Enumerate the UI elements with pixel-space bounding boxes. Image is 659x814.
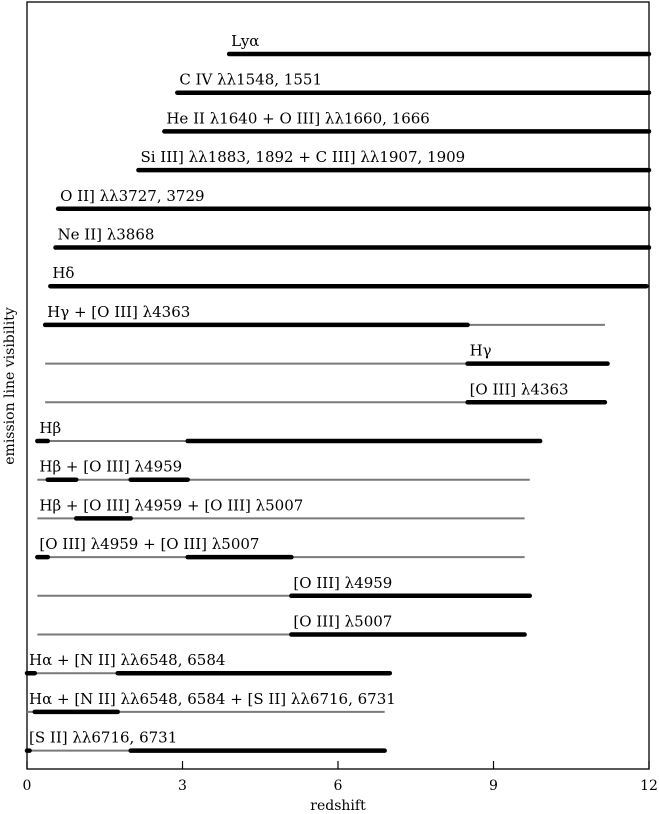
y-axis-label: emission line visibility — [2, 307, 18, 465]
emission-line-label: Hα + [N II] λλ6548, 6584 + [S II] λλ6716, 6731 — [29, 689, 396, 708]
emission-line-label: [O III] λ4959 + [O III] λ5007 — [39, 535, 260, 554]
x-tick-label: 9 — [489, 778, 498, 794]
x-tick-label: 3 — [178, 778, 187, 794]
emission-line-label: [O III] λ4959 — [293, 573, 393, 592]
line-labels — [29, 32, 569, 747]
emission-line-label: Hγ — [469, 341, 492, 360]
x-axis-ticks — [23, 761, 658, 794]
emission-line-label: C IV λλ1548, 1551 — [179, 70, 322, 89]
emission-line-label: Ne II] λ3868 — [57, 225, 155, 244]
emission-line-label: Lyα — [231, 32, 260, 50]
emission-line-label: Si III] λλ1883, 1892 + C III] λλ1907, 1909 — [140, 148, 466, 167]
emission-line-label: Hδ — [52, 264, 75, 283]
x-tick-label: 6 — [333, 778, 343, 794]
emission-line-label: Hα + [N II] λλ6548, 6584 — [29, 651, 226, 670]
x-axis-label: redshift — [310, 798, 366, 814]
emission-line-label: He II λ1640 + O III] λλ1660, 1666 — [166, 109, 430, 128]
emission-line-label: Hβ + [O III] λ4959 + [O III] λ5007 — [39, 496, 304, 515]
emission-line-label: O II] λλ3727, 3729 — [60, 186, 205, 205]
emission-line-label: [S II] λλ6716, 6731 — [29, 728, 178, 747]
emission-line-label: Hβ — [39, 419, 62, 437]
emission-line-label: Hβ + [O III] λ4959 — [39, 457, 183, 476]
emission-line-label: Hγ + [O III] λ4363 — [47, 302, 191, 321]
x-tick-label: 12 — [640, 778, 658, 794]
x-tick-label: 0 — [22, 778, 32, 794]
emission-line-label: [O III] λ5007 — [293, 612, 393, 631]
emission-line-label: [O III] λ4363 — [469, 380, 569, 399]
